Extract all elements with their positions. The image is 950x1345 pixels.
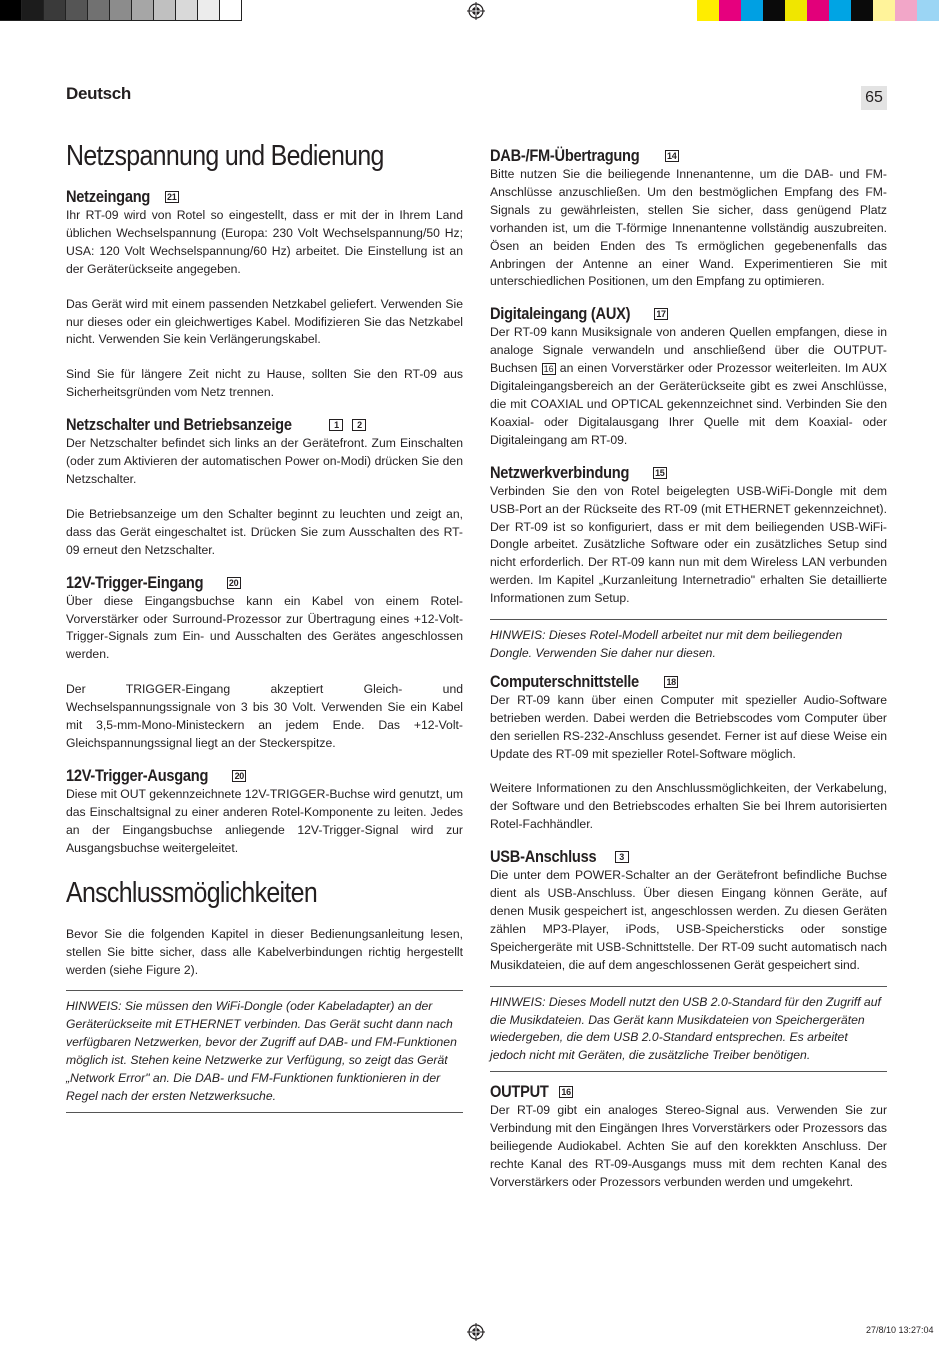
paragraph: Die unter dem POWER-Schalter an der Gerätefront befindliche Buchse dient als USB-Anschluss. Über diesen Eingang können Geräte, auf denen Musik gespeichert ist, angeschlossen werden. Zu diesen Geräten zählen MP3-Player, iPods, USB-Speichersticks oder sonstige Speichergeräte mit USB-Schnittstelle. Der RT-09 sucht automatisch nach Musikdateien, die auf dem angeschlossenen Gerät gespeichert sind. xyxy=(490,868,887,972)
section-title xyxy=(66,415,463,435)
paragraph: Der TRIGGER-Eingang akzeptiert Gleich- und Wechselspannungssignale von 3 bis 30 Volt. Verwenden Sie ein Kabel mit 3,5-mm-Mono-Ministeckern an jedem Ende. Das +12-Volt-Gleichspannungssignal liegt an der Steckerspitze. xyxy=(66,682,463,750)
callout-number-badge: 16 xyxy=(559,1086,573,1098)
section-title xyxy=(490,847,887,867)
color-swatch xyxy=(807,0,829,21)
registration-mark-icon xyxy=(467,2,485,20)
language-label: Deutsch xyxy=(66,84,131,103)
gray-swatch xyxy=(132,0,154,21)
paragraph-text: an einen Vorverstärker oder Prozessor weiterleiten. Im AUX Digitaleingangsbereich an der Geräterückseite gibt es zwei Anschlüsse, die mit COAXIAL und OPTICAL gekennzeichnet sind. Verbinden Sie den Koaxial- oder Digitalausgang Ihrer Quelle mit dem Koaxial- oder Digitaleingang am RT-09. xyxy=(490,361,888,447)
note-box: HINWEIS: Sie müssen den WiFi-Dongle (oder Kabeladapter) an der Geräterückseite mit ETHERNET verbinden. Das Gerät sucht dann nach verfügbaren Netzwerken, bevor der Zugriff auf DAB- und FM-Funktionen möglich ist. Stehen keine Netzwerke zur Verfügung, so zeigt das Gerät „Network Error" an. Die DAB- und FM-Funktionen funktionieren in der Regel nach der ersten Netzwerksuche. xyxy=(66,990,463,1112)
section-title xyxy=(66,766,463,786)
section-title xyxy=(490,1082,887,1102)
gray-swatch xyxy=(198,0,220,21)
callout-number-badge: 17 xyxy=(654,308,668,320)
color-calibration-bar xyxy=(697,0,939,21)
section-title-text: Netzeingang xyxy=(66,187,151,206)
paragraph-text: Der RT-09 kann Musiksignale von anderen Quellen empfangen, diese in analoge Signale verwandeln und anschließend über die OUTPUT-Buchsen xyxy=(490,325,887,376)
callout-number-badge: 2 xyxy=(352,419,366,431)
color-swatch xyxy=(697,0,719,21)
gray-swatch xyxy=(88,0,110,21)
paragraph: Die Betriebsanzeige um den Schalter beginnt zu leuchten und zeigt an, dass das Gerät eingeschaltet ist. Drücken Sie zum Ausschalten des RT-09 erneut den Netzschalter. xyxy=(66,506,463,557)
section-title xyxy=(490,304,887,324)
paragraph: Bevor Sie die folgenden Kapitel in dieser Bedienungsanleitung lesen, stellen Sie bitte sicher, dass alle Kabelverbindungen richtig hergestellt werden (siehe Figure 2). xyxy=(66,927,463,978)
callout-number-badge: 3 xyxy=(615,851,629,863)
section-title-text: Netzwerkverbindung xyxy=(490,462,630,482)
note-box: HINWEIS: Dieses Rotel-Modell arbeitet nur mit dem beiliegenden Dongle. Verwenden Sie daher nur diesen. xyxy=(490,619,887,663)
color-swatch xyxy=(785,0,807,21)
gray-swatch xyxy=(220,0,242,21)
grayscale-calibration-bar xyxy=(0,0,242,21)
paragraph: Über diese Eingangsbuchse kann ein Kabel von einem Rotel-Vorverstärker oder Surround-Prozessor zur Übertragung eines +12-Volt-Trigger-Signals zum Ein- und Ausschalten des Gerätes angeschlossen werden. xyxy=(66,593,463,662)
color-swatch xyxy=(829,0,851,21)
paragraph: Der Netzschalter befindet sich links an der Gerätefront. Zum Einschalten (oder zum Aktivieren der automatischen Power on-Modi) drücken Sie den Netzschalter. xyxy=(66,436,463,486)
color-swatch xyxy=(895,0,917,21)
paragraph: Sind Sie für längere Zeit nicht zu Hause, sollten Sie den RT-09 aus Sicherheitsgründen vom Netz trennen. xyxy=(66,367,463,400)
paragraph: Bitte nutzen Sie die beiliegende Innenantenne, um die DAB- und FM-Anschlüsse anzuschließen. Um den bestmöglichen Empfang des FM-Signals zu gewährleisten, stellen Sie sicher, dass genügend Platz vorhanden ist, um die T-förmige Innenantenne vollständig auszubreiten. Ösen an beiden Enden des Ts ermöglichen gegebenenfalls das Anbringen der Antenne an einer Wand. Experimentieren Sie mit unterschiedlichen Positionen, um den Empfang zu optimieren. xyxy=(490,167,887,289)
section-title-text: Digitaleingang (AUX) xyxy=(490,304,631,324)
section-title xyxy=(66,573,463,593)
gray-swatch xyxy=(0,0,22,21)
chapter-title: Anschlussmöglichkeiten xyxy=(66,877,318,910)
section-title-text: DAB-/FM-Übertragung xyxy=(490,146,640,165)
chapter-title: Netzspannung und Bedienung xyxy=(66,140,384,172)
color-swatch xyxy=(741,0,763,21)
section-title xyxy=(490,672,887,692)
callout-number-badge: 15 xyxy=(653,467,667,479)
gray-swatch xyxy=(154,0,176,21)
gray-swatch xyxy=(66,0,88,21)
color-swatch xyxy=(873,0,895,21)
section-title-text: 12V-Trigger-Ausgang xyxy=(66,765,209,785)
gray-swatch xyxy=(22,0,44,21)
callout-number-badge: 16 xyxy=(543,364,554,375)
color-swatch xyxy=(763,0,785,21)
section-title-text: OUTPUT xyxy=(490,1082,549,1102)
color-swatch xyxy=(851,0,873,21)
paragraph xyxy=(490,324,887,449)
callout-number-badge: 1 xyxy=(329,419,343,431)
paragraph: Weitere Informationen zu den Anschlussmöglichkeiten, der Verkabelung, der Software und den Betriebscodes erhalten Sie bei Ihrem autorisierten Rotel-Fachhändler. xyxy=(490,781,887,832)
paragraph: Der RT-09 kann über einen Computer mit spezieller Audio-Software betrieben werden. Dabei werden die Betriebscodes vom Computer über den seriellen RS-232-Anschluss gesendet. Ferner ist auf diese Weise ein Update des RT-09 mit spezieller Rotel-Software möglich. xyxy=(490,692,887,761)
color-swatch xyxy=(719,0,741,21)
section-title-text: 12V-Trigger-Eingang xyxy=(66,572,204,592)
section-title xyxy=(66,187,463,207)
section-title xyxy=(490,146,887,166)
section-title-text: Netzschalter und Betriebsanzeige xyxy=(66,415,292,435)
section-title-text: Computerschnittstelle xyxy=(490,671,639,691)
section-title-text: USB-Anschluss xyxy=(490,847,597,867)
paragraph: Der RT-09 gibt ein analoges Stereo-Signal aus. Verwenden Sie zur Verbindung mit den Eingängen Ihres Vorverstärkers oder Prozessors das beiliegende Audiokabel. Achten Sie auf den korekkten Anschluss. Der rechte Kanal des RT-09-Ausgangs muss mit dem rechten Kanal des Vorverstärkers oder Prozessors verbunden werden und umgekehrt. xyxy=(490,1103,887,1189)
section-title xyxy=(490,463,887,483)
callout-number-badge: 18 xyxy=(664,676,678,688)
paragraph: Das Gerät wird mit einem passenden Netzkabel geliefert. Verwenden Sie nur dieses oder ein gleichwertiges Kabel. Modifizieren Sie das Netzkabel nicht. Verwenden Sie kein Verlängerungskabel. xyxy=(66,296,463,347)
paragraph: Ihr RT-09 wird von Rotel so eingestellt, dass er mit der in Ihrem Land üblichen Wechselspannung (Europa: 230 Volt Wechselspannung/50 Hz; USA: 120 Volt Wechselspannung/60 Hz) arbeitet. Die Einstellung ist an der Geräterückseite angegeben. xyxy=(66,208,463,276)
callout-number-badge: 20 xyxy=(227,577,241,589)
gray-swatch xyxy=(44,0,66,21)
paragraph: Diese mit OUT gekennzeichnete 12V-TRIGGER-Buchse wird genutzt, um das Einschaltsignal zu einer anderen Rotel-Komponente zu leiten. Jedes an der Eingangsbuchse anliegende 12V-Trigger-Signal wird zur Ausgangsbuchse weitergeleitet. xyxy=(66,786,463,855)
color-swatch xyxy=(917,0,939,21)
print-timestamp: 27/8/10 13:27:04 xyxy=(866,1325,934,1335)
gray-swatch xyxy=(176,0,198,21)
callout-number-badge: 14 xyxy=(665,150,679,162)
paragraph: Verbinden Sie den von Rotel beigelegten USB-WiFi-Dongle mit dem USB-Port an der Rückseite des RT-09 (mit ETHERNET gekennzeichnet). Der RT-09 ist so konfiguriert, dass er mit dem beiliegenden USB-WiFi-Dongle arbeitet. Zusätzliche Software oder ein zusätzliches Setup sind nicht erforderlich. Der RT-09 kann nun mit dem Wireless LAN verbunden werden. Im Kapitel „Kurzanleitung Internetradio" erhalten Sie detaillierte Informationen zum Setup. xyxy=(490,483,887,606)
callout-number-badge: 21 xyxy=(165,191,179,203)
gray-swatch xyxy=(110,0,132,21)
left-column xyxy=(66,140,463,1113)
right-column xyxy=(490,146,887,1192)
note-box: HINWEIS: Dieses Modell nutzt den USB 2.0-Standard für den Zugriff auf die Musikdateien. Das Gerät kann Musikdateien von Speichergeräten wiedergeben, die dem USB 2.0-Standard entsprechen. Es arbeitet jedoch nicht mit Geräten, die zusätzliche Treiber benötigen. xyxy=(490,986,887,1073)
callout-number-badge: 20 xyxy=(232,770,246,782)
page-number: 65 xyxy=(861,86,887,110)
registration-mark-icon xyxy=(467,1323,485,1341)
